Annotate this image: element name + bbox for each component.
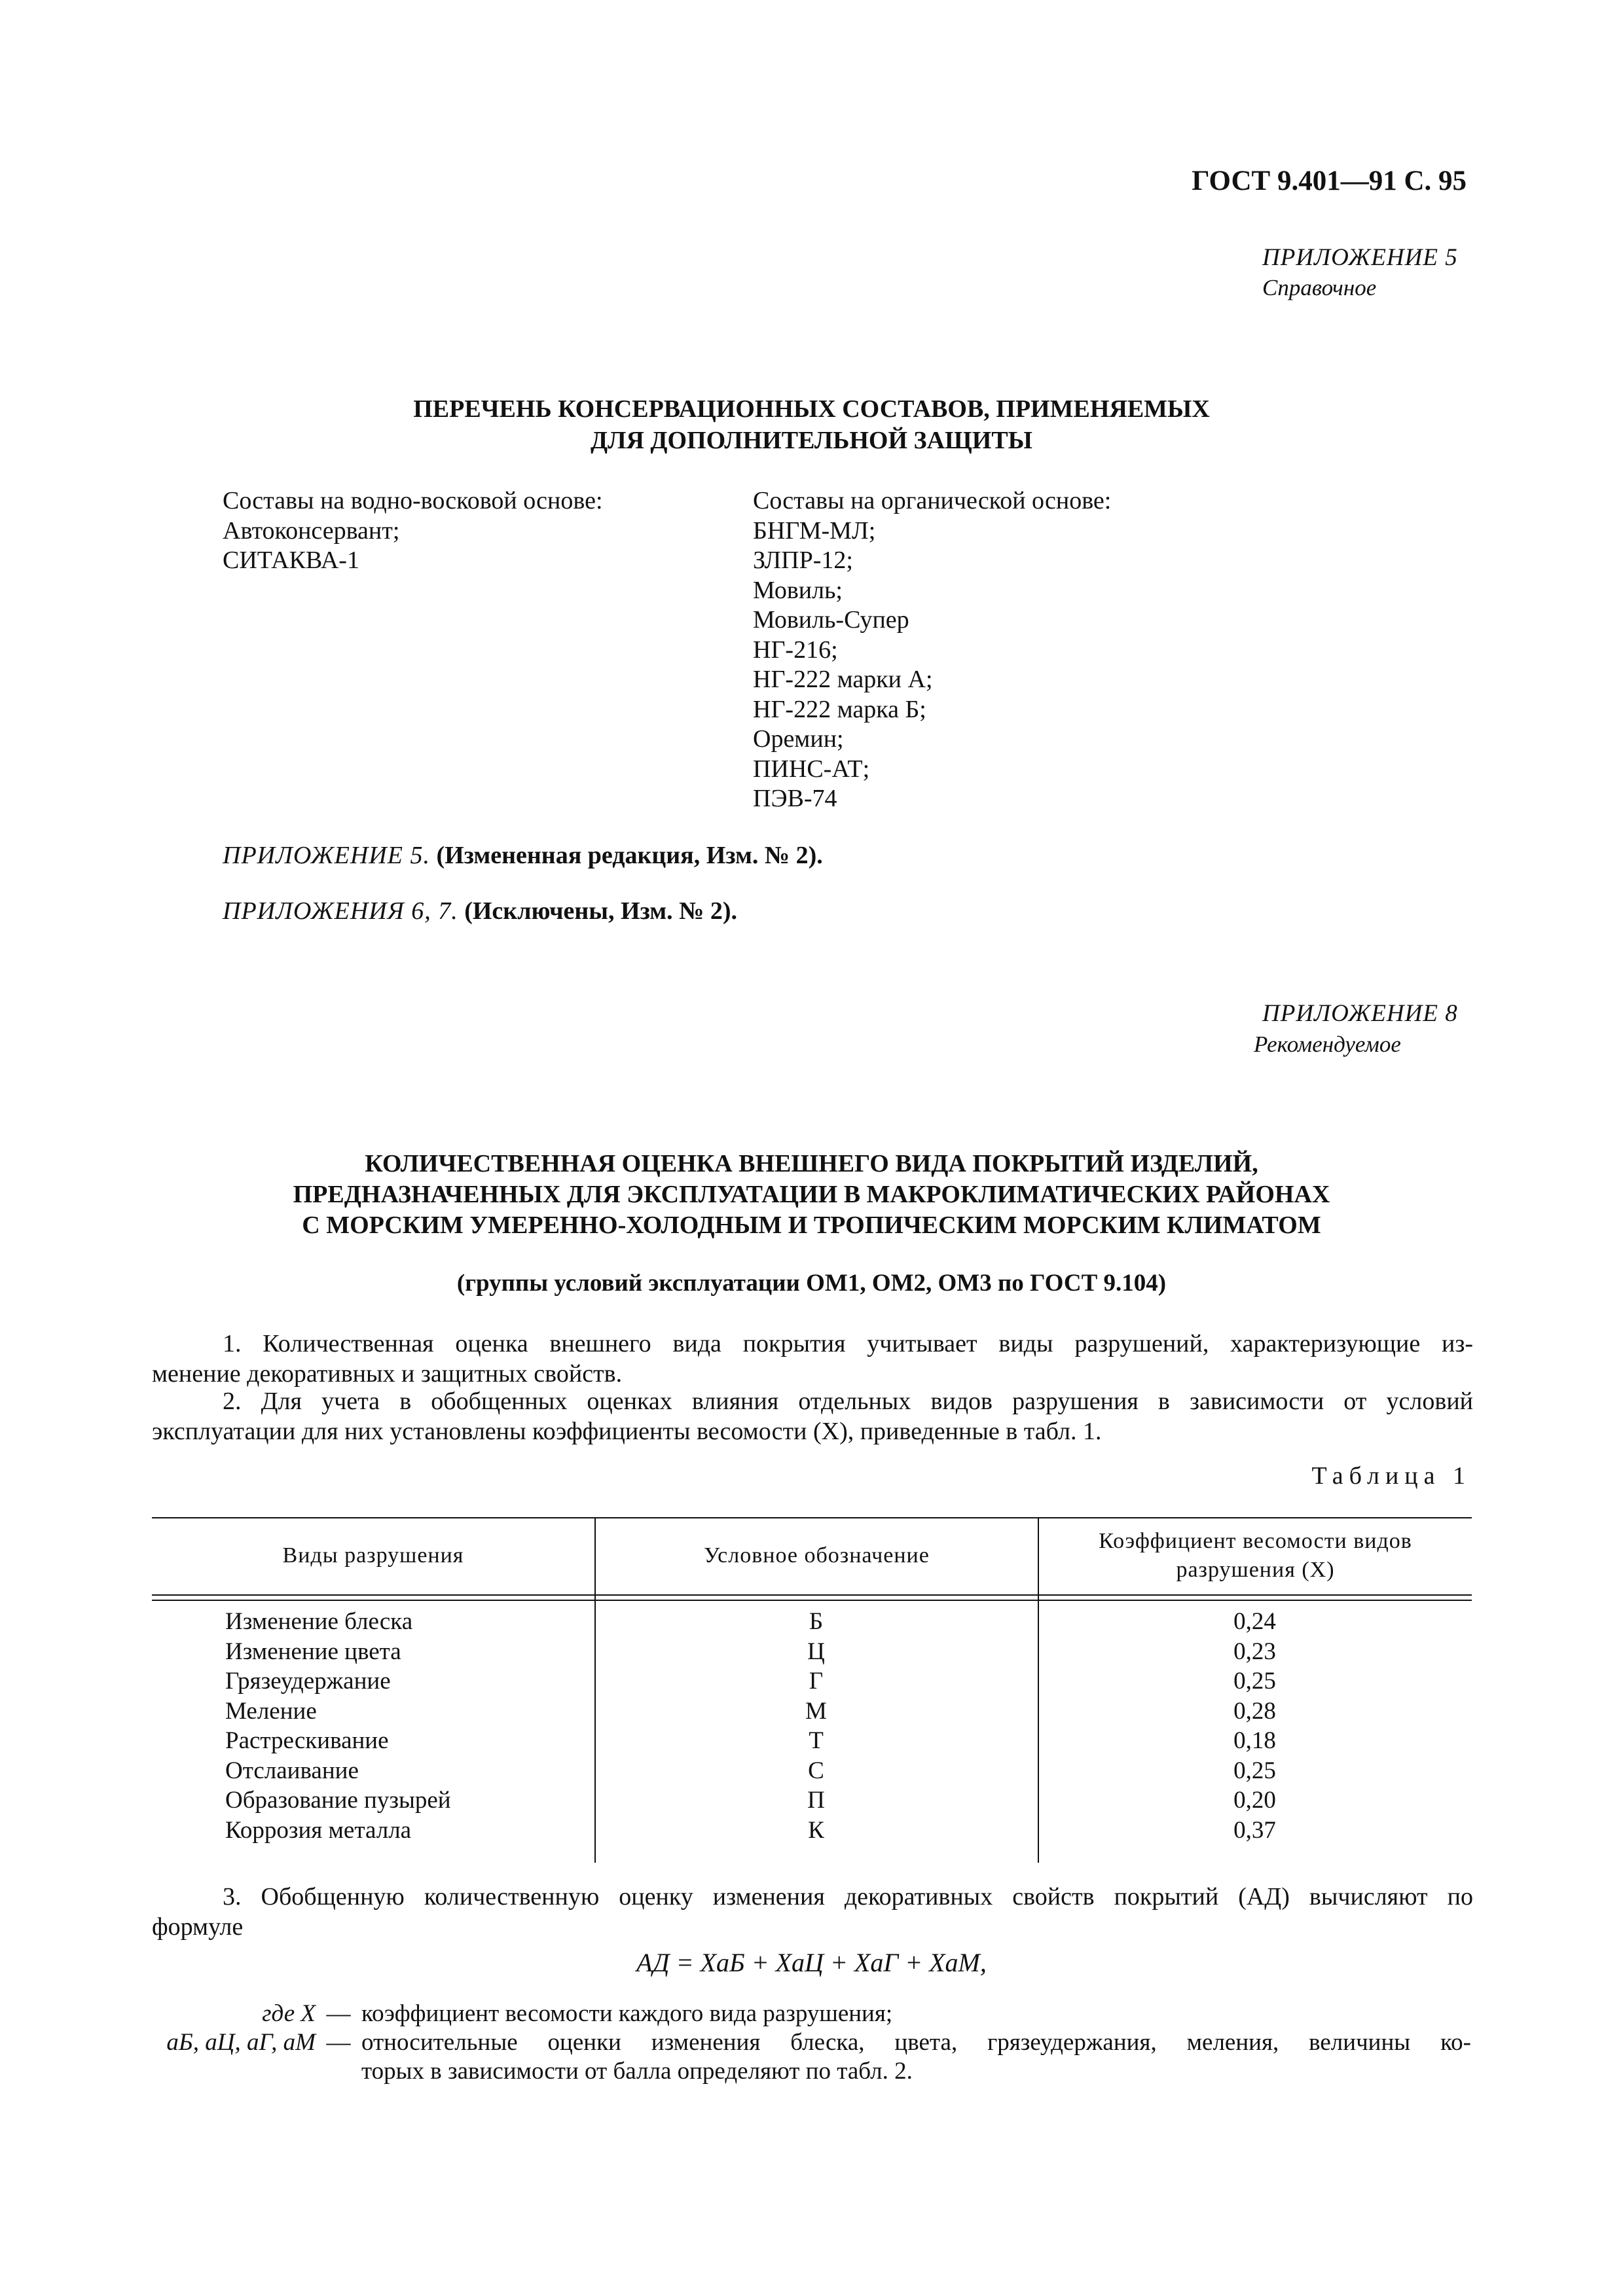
definition-term: аБ, аЦ, аГ, аМ	[166, 2029, 316, 2056]
table-header-damage-type: Виды разрушения	[282, 1543, 464, 1568]
table-row	[152, 1666, 1472, 1696]
definition-row	[152, 2028, 1474, 2057]
table-cell: 0,24	[1233, 1608, 1276, 1635]
paragraph-line: 1. Количественная оценка внешнего вида покрытия учитывает виды разрушений, характеризующие из-	[223, 1330, 1473, 1357]
note-reference: ПРИЛОЖЕНИЕ 5.	[223, 842, 430, 869]
table-row	[152, 1756, 1472, 1786]
water-wax-compositions-list	[223, 486, 720, 576]
appendix-5-status: Справочное	[1262, 275, 1377, 300]
table-cell: Г	[809, 1668, 824, 1695]
list-item: Мовиль;	[753, 576, 843, 604]
table-cell: 0,25	[1233, 1668, 1276, 1695]
definition-text: торых в зависимости от балла определяют по табл. 2.	[361, 2058, 913, 2085]
page-header: ГОСТ 9.401—91 С. 95	[1192, 166, 1467, 196]
paragraph-3: 3. Обобщенную количественную оценку изменения декоративных свойств покрытий (АД) вычисляют по	[223, 1883, 1473, 1910]
appendix-8-label: ПРИЛОЖЕНИЕ 8	[1262, 1000, 1458, 1027]
table-cell: 0,37	[1233, 1816, 1276, 1844]
appendix-5-label: ПРИЛОЖЕНИЕ 5	[1262, 244, 1458, 271]
table-cell: С	[808, 1757, 824, 1784]
table-row	[152, 1785, 1472, 1816]
list-item: Оремин;	[753, 725, 844, 753]
list-item: ПИНС-АТ;	[753, 755, 870, 783]
paragraph-1	[223, 1329, 1473, 1359]
table-row	[152, 1726, 1472, 1756]
definition-row	[152, 2057, 1474, 2086]
formula-ad: АД = ХаБ + ХаЦ + ХаГ + ХаМ,	[636, 1948, 987, 1977]
list-item: НГ-216;	[753, 636, 838, 664]
list-item: Автоконсервант;	[223, 516, 400, 545]
table-header-weight-coefficient	[1039, 1517, 1472, 1594]
amendment-note-1	[223, 841, 823, 870]
list-item: ЗЛПР-12;	[753, 547, 853, 574]
table-cell: Грязеудержание	[225, 1668, 391, 1695]
table-cell: Растрескивание	[225, 1727, 389, 1754]
table-cell: Изменение цвета	[225, 1638, 401, 1665]
table-cell: Меление	[225, 1697, 317, 1725]
table-cell: 0,28	[1233, 1697, 1276, 1725]
appendix-5-title-line-1: ПЕРЕЧЕНЬ КОНСЕРВАЦИОННЫХ СОСТАВОВ, ПРИМЕНЯЕМЫХ	[413, 395, 1210, 423]
appendix-8-title-line-3: С МОРСКИМ УМЕРЕННО-ХОЛОДНЫМ И ТРОПИЧЕСКИМ МОРСКИМ КЛИМАТОМ	[302, 1211, 1321, 1239]
appendix-8-status: Рекомендуемое	[1254, 1031, 1401, 1057]
table-cell: Ц	[807, 1638, 825, 1665]
table-header-border-2	[152, 1600, 1472, 1601]
list-item: СИТАКВА-1	[223, 547, 359, 574]
formula-definitions	[152, 2000, 1474, 2086]
note-text: (Исключены, Изм. № 2).	[464, 897, 737, 925]
table-cell: Изменение блеска	[225, 1608, 413, 1635]
definition-text: коэффициент весомости каждого вида разрушения;	[361, 2000, 893, 2027]
paragraph-1-continuation: менение декоративных и защитных свойств.	[152, 1360, 623, 1388]
paragraph-2-continuation: эксплуатации для них установлены коэффициенты весомости (X), приведенные в табл. 1.	[152, 1418, 1102, 1445]
table-cell: Б	[809, 1608, 824, 1635]
table-cell: Т	[809, 1727, 824, 1754]
header-line: Коэффициент весомости видов	[1099, 1529, 1412, 1553]
table-cell: 0,23	[1233, 1638, 1276, 1665]
table-cell: К	[808, 1816, 824, 1844]
list-item: НГ-222 марка Б;	[753, 695, 926, 723]
definition-dash: —	[326, 2029, 351, 2056]
appendix-8-title-line-1: КОЛИЧЕСТВЕННАЯ ОЦЕНКА ВНЕШНЕГО ВИДА ПОКРЫТИЙ ИЗДЕЛИЙ,	[365, 1150, 1258, 1177]
list-item: ПЭВ-74	[753, 785, 837, 812]
table-row	[152, 1607, 1472, 1637]
organic-compositions-list	[753, 486, 1342, 814]
table-cell: Образование пузырей	[225, 1787, 451, 1814]
table-body	[152, 1607, 1472, 1845]
note-reference: ПРИЛОЖЕНИЯ 6, 7.	[223, 897, 458, 925]
list-item: Мовиль-Супер	[753, 606, 909, 634]
list-item: Составы на водно-восковой основе:	[223, 487, 603, 514]
note-text: (Измененная редакция, Изм. № 2).	[436, 842, 823, 869]
table-cell: Коррозия металла	[225, 1816, 412, 1844]
table-header-symbol: Условное обозначение	[704, 1543, 930, 1568]
definition-term: где X	[262, 2000, 316, 2027]
definition-text: относительные оценки изменения блеска, цвета, грязеудержания, меления, величины ко-	[361, 2029, 1471, 2056]
table-1-caption: Таблица 1	[1311, 1462, 1471, 1490]
table-row	[152, 1637, 1472, 1667]
table-cell: П	[807, 1787, 825, 1814]
definition-row	[152, 2000, 1474, 2028]
table-cell: Отслаивание	[225, 1757, 359, 1784]
header-line: разрушения (X)	[1176, 1558, 1335, 1582]
appendix-8-subtitle: (группы условий эксплуатации ОМ1, ОМ2, ОМ3 по ГОСТ 9.104)	[456, 1270, 1167, 1297]
table-row	[152, 1816, 1472, 1846]
list-item: НГ-222 марки А;	[753, 666, 933, 693]
table-cell: 0,25	[1233, 1757, 1276, 1784]
paragraph-3-continuation: формуле	[152, 1913, 244, 1941]
table-cell: 0,20	[1233, 1787, 1276, 1814]
table-row	[152, 1696, 1472, 1727]
table-header-border-1	[152, 1594, 1472, 1596]
amendment-note-2	[223, 897, 737, 925]
definition-dash: —	[326, 2000, 351, 2027]
list-item: БНГМ-МЛ;	[753, 516, 876, 545]
table-cell: М	[805, 1697, 827, 1725]
appendix-8-title-line-2: ПРЕДНАЗНАЧЕННЫХ ДЛЯ ЭКСПЛУАТАЦИИ В МАКРОКЛИМАТИЧЕСКИХ РАЙОНАХ	[293, 1181, 1330, 1208]
table-cell: 0,18	[1233, 1727, 1276, 1754]
appendix-5-title-line-2: ДЛЯ ДОПОЛНИТЕЛЬНОЙ ЗАЩИТЫ	[590, 427, 1032, 454]
list-item: Составы на органической основе:	[753, 487, 1112, 514]
paragraph-2: 2. Для учета в обобщенных оценках влияния отдельных видов разрушения в зависимости от условий	[223, 1388, 1473, 1415]
